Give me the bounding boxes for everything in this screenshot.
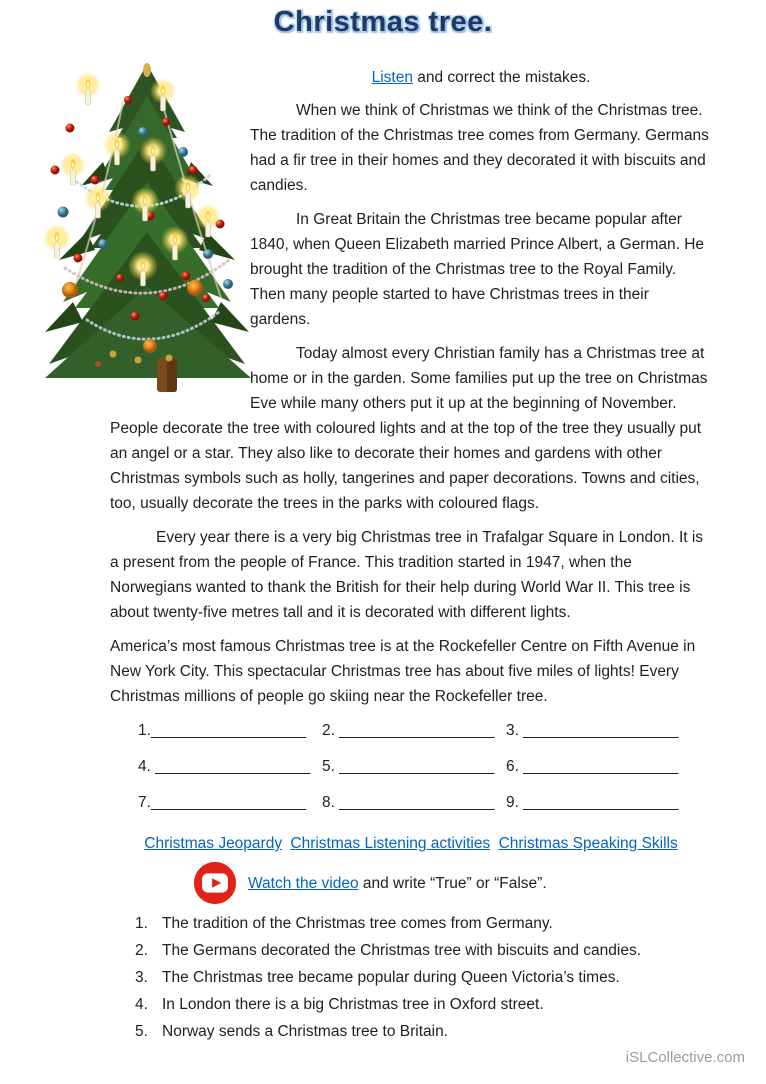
statement-4 <box>135 991 712 1018</box>
video-task-text <box>248 871 547 896</box>
paragraph-today: Today almost every Christian family has a Christmas tree at home or in the garden. Some families put up the tree on Christmas Eve while many others put it up at the beginning of November. People decorate the tree with coloured lights and at the top of the tree they usually put an angel or a star. They also like to decorate their homes and gardens with other Christmas symbols such as holly, tangerines and paper decorations. Towns and cities, too, usually decorate the trees in the parks with coloured flags. <box>110 345 708 512</box>
instruction-text: and correct the mistakes. <box>412 69 591 86</box>
blank-4: 4. __________________ <box>138 758 311 775</box>
blank-1: 1.__________________ <box>138 722 307 739</box>
video-task-row <box>192 860 712 906</box>
youtube-icon[interactable] <box>192 860 238 906</box>
christmas-jeopardy-link[interactable]: Christmas Jeopardy <box>144 835 283 852</box>
statement-number: 3. <box>135 969 148 986</box>
paragraph-rockefeller: America’s most famous Christmas tree is at the Rockefeller Centre on Fifth Avenue in New York City. This spectacular Christmas tree has about five miles of lights! Every Christmas millions of people go skiing near the Rockefeller tree. <box>110 638 696 705</box>
resource-links <box>110 831 712 856</box>
statement-text: Norway sends a Christmas tree to Britain. <box>162 1023 448 1040</box>
paragraph-great-britain: In Great Britain the Christmas tree became popular after 1840, when Queen Elizabeth married Prince Albert, a German. He brought the tradition of the Christmas tree to the Royal Family. Then many people started to have Christmas trees in their gardens. <box>250 211 705 328</box>
christmas-speaking-link[interactable]: Christmas Speaking Skills <box>498 835 678 852</box>
christmas-listening-link[interactable]: Christmas Listening activities <box>290 835 491 852</box>
tree-trunk <box>157 358 177 392</box>
statement-text: The Germans decorated the Christmas tree with biscuits and candies. <box>162 942 642 959</box>
true-false-statements <box>135 910 712 1045</box>
statement-3 <box>135 964 712 991</box>
statement-2 <box>135 937 712 964</box>
statement-5 <box>135 1018 712 1045</box>
listen-link[interactable]: Listen <box>371 69 413 86</box>
blank-9: 9. __________________ <box>506 794 679 811</box>
statement-1 <box>135 910 712 937</box>
statement-number: 2. <box>135 942 148 959</box>
statement-number: 4. <box>135 996 148 1013</box>
page-title: Christmas tree. <box>273 6 493 38</box>
answer-blanks <box>110 718 712 815</box>
christmas-tree-image <box>43 62 251 394</box>
statement-number: 5. <box>135 1023 148 1040</box>
blank-row-2 <box>138 754 712 779</box>
statement-text: In London there is a big Christmas tree in Oxford street. <box>162 996 544 1013</box>
blank-3: 3. __________________ <box>506 722 679 739</box>
statement-number: 1. <box>135 915 148 932</box>
blank-5: 5. __________________ <box>322 758 495 775</box>
video-task-rest: and write “True” or “False”. <box>358 874 547 892</box>
blank-6: 6. __________________ <box>506 758 679 775</box>
paragraph-trafalgar: Every year there is a very big Christmas tree in Trafalgar Square in London. It is a present from the people of France. This tradition started in 1947, when the Norwegians wanted to thank the British for their help during World War II. This tree is about twenty-five metres tall and it is decorated with different lights. <box>110 529 704 621</box>
watch-video-link[interactable]: Watch the video <box>248 874 359 892</box>
blank-2: 2. __________________ <box>322 722 495 739</box>
blank-row-1 <box>138 718 712 743</box>
blank-row-3 <box>138 790 712 815</box>
paragraph-germany: When we think of Christmas we think of the Christmas tree. The tradition of the Christmas tree comes from Germany. Germans had a fir tree in their homes and they decorated it with biscuits and candies. <box>250 102 709 194</box>
blank-7: 7.__________________ <box>138 794 307 811</box>
statement-text: The tradition of the Christmas tree comes from Germany. <box>162 915 553 932</box>
islcollective-watermark: iSLCollective.com <box>625 1049 745 1066</box>
blank-8: 8. __________________ <box>322 794 495 811</box>
statement-text: The Christmas tree became popular during Queen Victoria’s times. <box>162 969 620 986</box>
